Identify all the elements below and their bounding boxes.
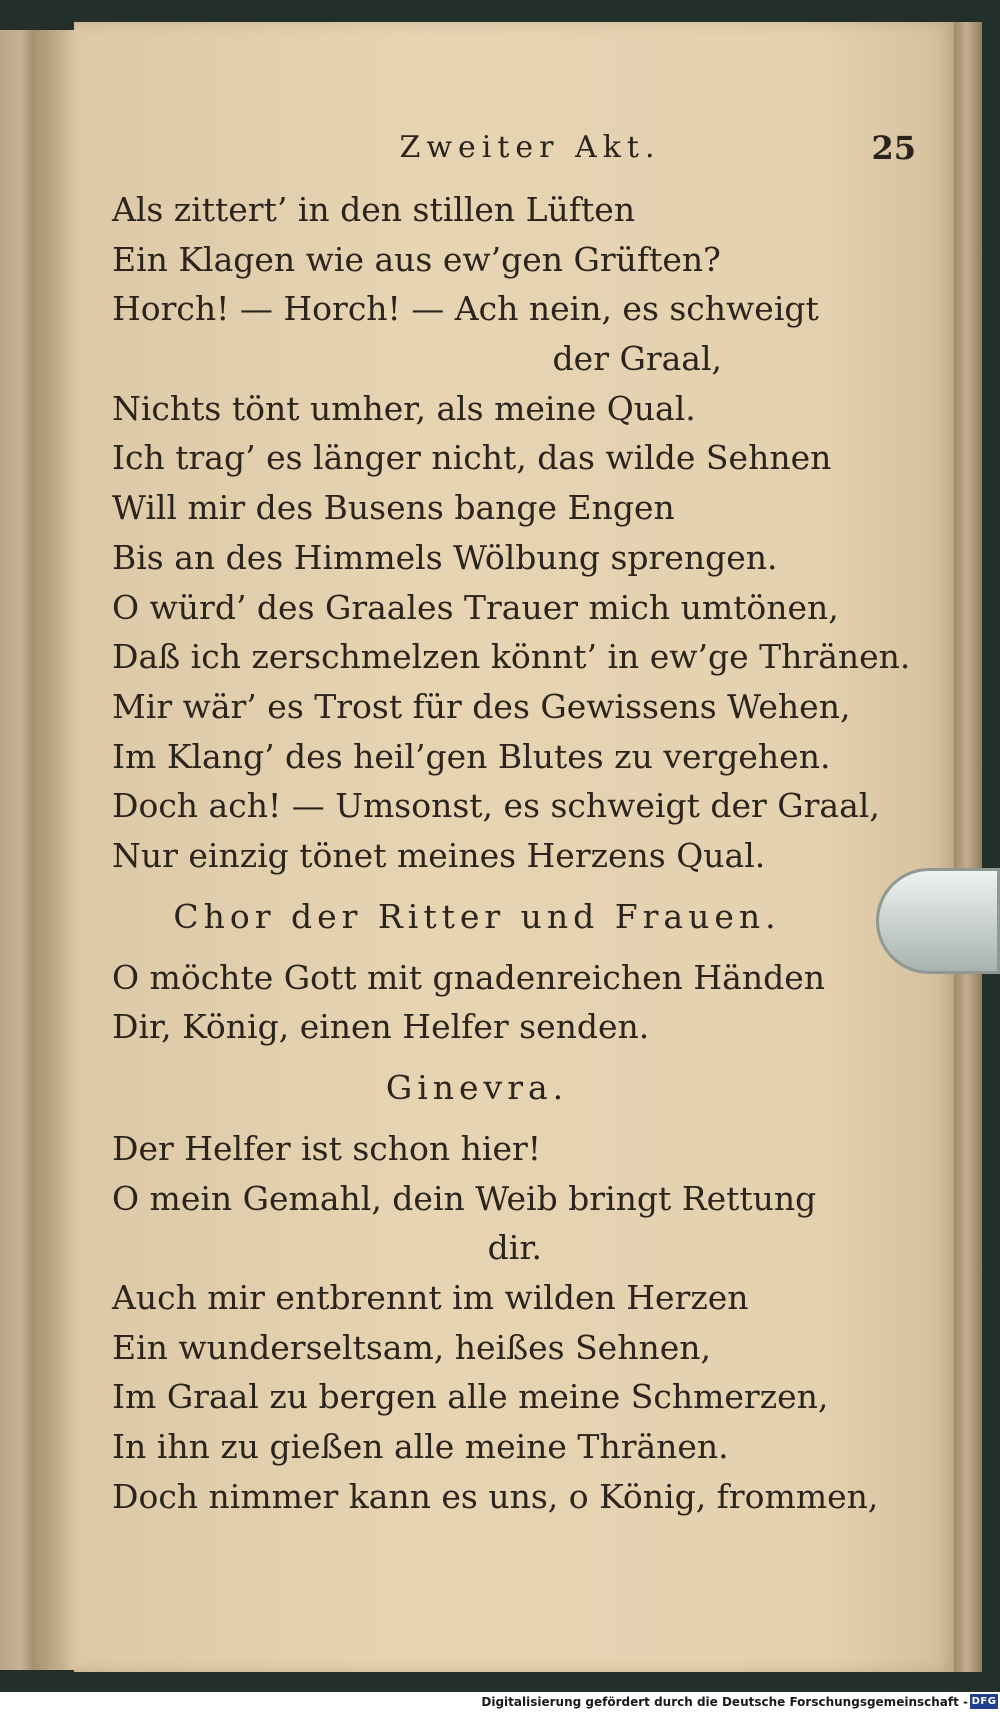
digitization-footer: [0, 1692, 1000, 1712]
verse-line: Doch ach! — Umsonst, es schweigt der Graal,: [112, 786, 880, 826]
verse-line: Ein Klagen wie aus ew’gen Grüften?: [112, 239, 721, 279]
left-page-edge: [0, 30, 34, 1670]
verse-text: [112, 185, 911, 1522]
verse-line: Dir, König, einen Helfer senden.: [112, 1007, 650, 1047]
verse-line: Doch nimmer kann es uns, o König, frommen,: [112, 1476, 879, 1516]
verse-line-continuation: [112, 1223, 842, 1273]
verse-line-continuation: [112, 334, 842, 384]
page-number: 25: [871, 129, 916, 167]
verse-line: Nichts tönt umher, als meine Qual.: [112, 388, 696, 428]
verse-line: Will mir des Busens bange Engen: [112, 488, 675, 528]
verse-line: O würd’ des Graales Trauer mich umtönen,: [112, 587, 839, 627]
running-head: Zweiter Akt.: [399, 130, 661, 165]
verse-line: Im Klang’ des heil’gen Blutes zu vergehen.: [112, 736, 831, 776]
verse-line: Als zittert’ in den stillen Lüften: [112, 190, 636, 229]
page-header: [74, 118, 954, 178]
page-clip-tab: [876, 868, 1000, 974]
verse-line-continuation-text: der Graal,: [552, 339, 722, 379]
verse-line: Ein wunderseltsam, heißes Sehnen,: [112, 1327, 711, 1367]
funding-credit: Digitalisierung gefördert durch die Deutsche Forschungsgemeinschaft -: [481, 1695, 968, 1709]
dfg-logo: DFG: [971, 1696, 997, 1707]
speaker-heading: Ginevra.: [385, 1068, 569, 1107]
verse-line: Im Graal zu bergen alle meine Schmerzen,: [112, 1377, 829, 1417]
verse-line: Der Helfer ist schon hier!: [112, 1129, 542, 1168]
verse-line: Ich trag’ es länger nicht, das wilde Sehnen: [112, 438, 832, 478]
verse-line: O mein Gemahl, dein Weib bringt Rettung: [112, 1178, 817, 1218]
right-page-edge: [954, 22, 982, 1672]
speaker-heading: Chor der Ritter und Frauen.: [173, 896, 781, 936]
verse-line-continuation-text: dir.: [487, 1228, 542, 1268]
verse-line: Daß ich zerschmelzen könnt’ in ew’ge Thränen.: [112, 637, 911, 677]
verse-line: In ihn zu gießen alle meine Thränen.: [112, 1427, 729, 1467]
verse-line: Auch mir entbrennt im wilden Herzen: [112, 1278, 749, 1318]
book-gutter: [34, 30, 74, 1670]
verse-line: Bis an des Himmels Wölbung sprengen.: [112, 537, 778, 577]
verse-line: O möchte Gott mit gnadenreichen Händen: [112, 957, 825, 997]
verse-line: Nur einzig tönet meines Herzens Qual.: [112, 835, 766, 875]
verse-line: Horch! — Horch! — Ach nein, es schweigt: [112, 289, 819, 329]
verse-line: Mir wär’ es Trost für des Gewissens Wehen,: [112, 686, 851, 726]
